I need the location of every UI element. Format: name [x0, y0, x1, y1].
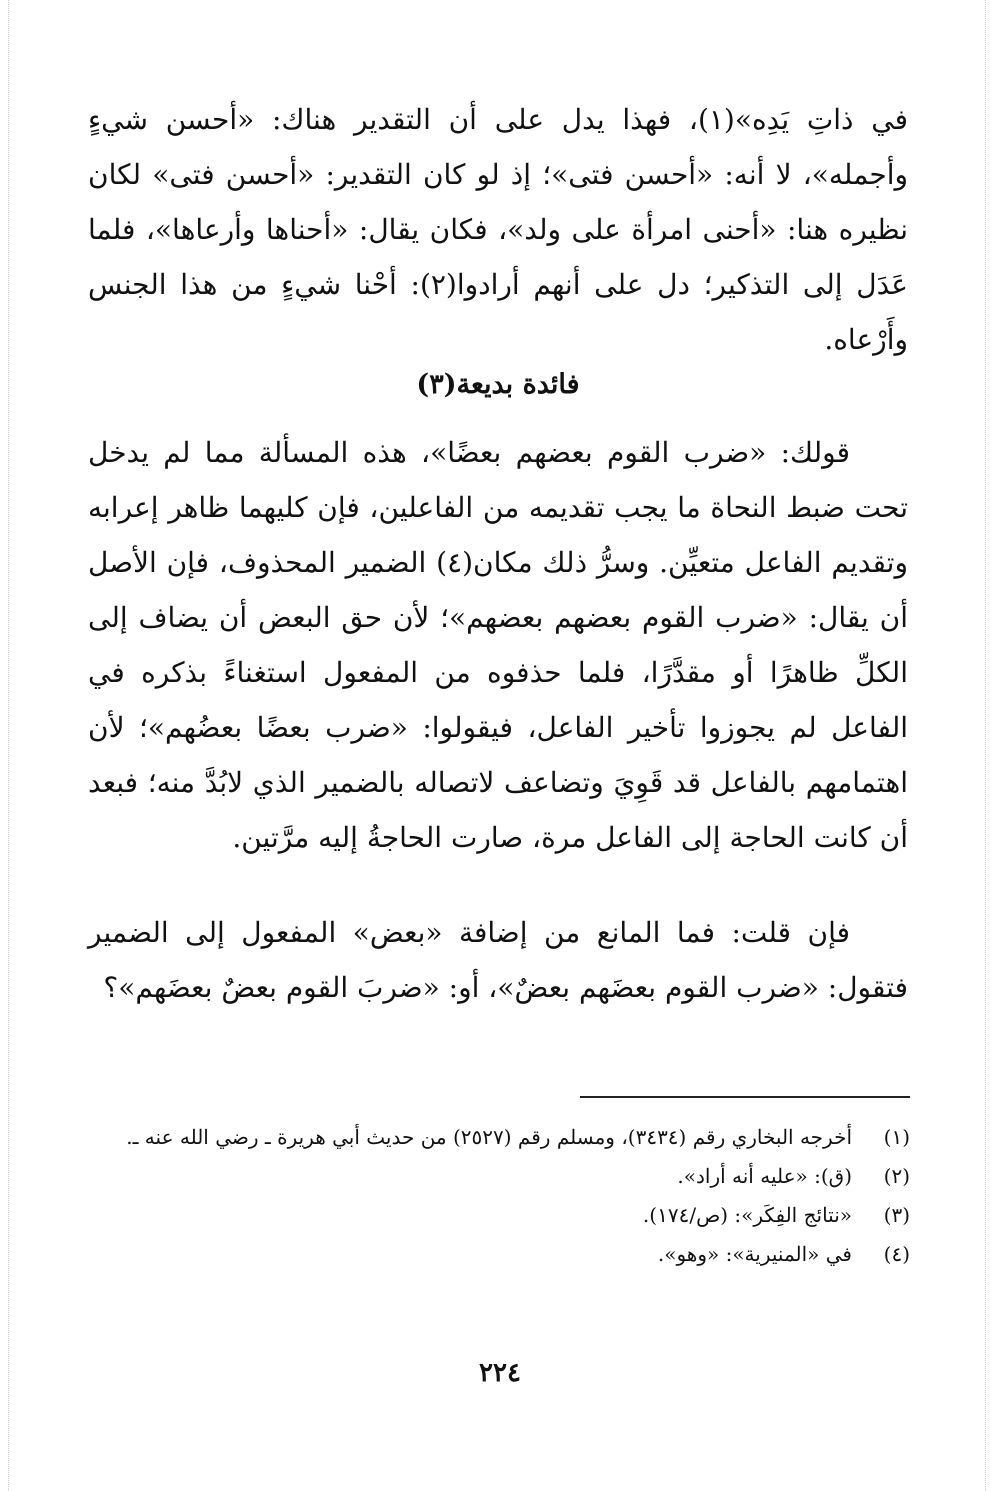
- footnotes-list: [88, 1118, 910, 1274]
- footnote-item: [88, 1157, 910, 1196]
- footnote-number: (٢): [883, 1164, 910, 1188]
- paragraph-question: فإن قلت: فما المانع من إضافة «بعض» المفعول إلى الضمير فتقول: «ضرب القوم بعضَهم بعضٌ»، أو: «ضربَ القوم بعضٌ بعضَهم»؟: [88, 916, 908, 1004]
- footnote-text: (ق): «عليه أنه أراد».: [677, 1164, 852, 1188]
- paragraph-main: قولك: «ضرب القوم بعضهم بعضًا»، هذه المسألة مما لم يدخل تحت ضبط النحاة ما يجب تقديمه من الفاعلين، فإن كليهما ظاهر إعرابه وتقديم الفاعل متعيِّن. وسرُّ ذلك مكان(٤) الضمير المحذوف، فإن الأصل أن يقال: «ضرب القوم بعضهم بعضهم»؛ لأن حق البعض أن يضاف إلى الكلِّ ظاهرًا أو مقدَّرًا، فلما حذفوه من المفعول استغناءً بذكره في الفاعل لم يجوزوا تأخير الفاعل، فيقولوا: «ضرب بعضًا بعضُهم»؛ لأن اهتمامهم بالفاعل قد قَوِيَ وتضاعف لاتصاله بالضمير الذي لابُدَّ منه؛ فبعد أن كانت الحاجة إلى الفاعل مرة، صارت الحاجةُ إليه مرَّتين.: [88, 436, 908, 854]
- footnote-number: (٣): [883, 1203, 910, 1227]
- footnote-text: «نتائج الفِكَر»: (ص/١٧٤).: [642, 1203, 852, 1227]
- footnote-item: [88, 1196, 910, 1235]
- footnote-number: (١): [883, 1125, 910, 1149]
- footnote-text: في «المنيرية»: «وهو».: [657, 1242, 852, 1266]
- footnote-text: أخرجه البخاري رقم (٣٤٣٤)، ومسلم رقم (٢٥٢٧) من حديث أبي هريرة ـ رضي الله عنه ـ.: [126, 1125, 852, 1149]
- footnote-item: [88, 1118, 910, 1157]
- section-heading: فائدة بديعة(٣): [416, 369, 580, 400]
- paragraph-continuation: في ذاتِ يَدِه»(١)، فهذا يدل على أن التقدير هناك: «أحسن شيءٍ وأجمله»، لا أنه: «أحسن فتى»؛ إذ لو كان التقدير: «أحسن فتى» لكان نظيره هنا: «أحنى امرأة على ولد»، فكان يقال: «أحناها وأرعاها»، فلما عَدَل إلى التذكير؛ دل على أنهم أرادوا(٢): أحْنا شيءٍ من هذا الجنس وأَرْعاه.: [88, 103, 908, 356]
- footnote-number: (٤): [883, 1242, 910, 1266]
- page-number: ٢٢٤: [479, 1358, 521, 1388]
- footnote-item: [88, 1235, 910, 1274]
- scan-margin-marks: [985, 0, 992, 1491]
- scan-margin-marks: [8, 0, 15, 1491]
- footnote-separator: [580, 1096, 910, 1098]
